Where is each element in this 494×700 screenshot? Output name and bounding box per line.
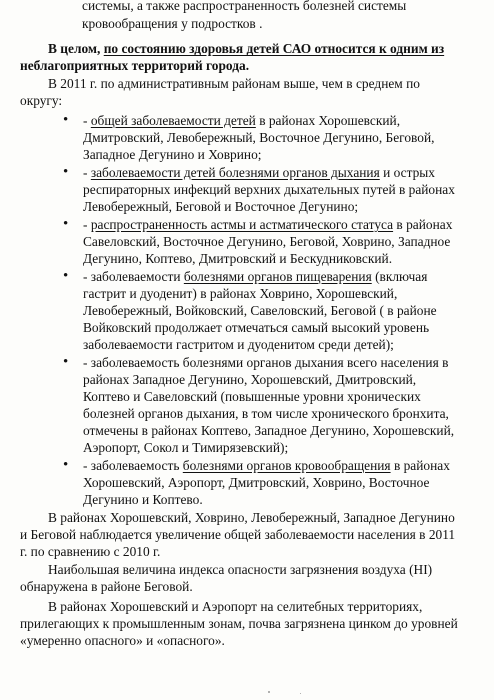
increase-line-3: г. по сравнению с 2010 г. [20, 544, 161, 559]
bullet-3-dash: - [83, 217, 91, 232]
bullet-4-line-3: Левобережный, Войковский, Савеловский, Беговой ( в районе [83, 303, 437, 318]
bullet-3-rest: в районах [393, 217, 453, 232]
bullet-1-rest: в районах Хорошевский, [255, 113, 401, 128]
increase-line-2: и Беговой наблюдается увеличение общей заболеваемости населения в 2011 [20, 527, 456, 542]
bullet-2-topic: заболеваемости детей болезнями органов дыхания [90, 165, 380, 180]
bullet-marker-4: • [63, 268, 69, 284]
bullet-marker-1: • [63, 112, 69, 128]
index-line-2: обнаружена в районе Беговой. [20, 579, 193, 594]
bullet-6-lead: - заболеваемость [83, 458, 183, 473]
bullet-4-lead: - заболеваемости [83, 269, 184, 284]
bullet-5-line-4: болезней органов дыхания, в том числе хронического бронхита, [83, 406, 449, 421]
bullet-2-dash: - [83, 165, 91, 180]
intro-prefix: В целом, [48, 41, 104, 56]
bullet-marker-2: • [63, 164, 69, 180]
bullet-2-rest: и острых [379, 165, 436, 180]
bullet-3-line-2: Савеловский, Восточное Дегунино, Беговой, Ховрино, Западное [83, 234, 451, 249]
bullet-6-line-2: Хорошевский, Аэропорт, Дмитровский, Ховрино, Восточное [83, 475, 430, 490]
bullet-2-line-3: Левобережный, Беговой и Восточное Дегунино; [83, 199, 359, 214]
bullet-5-line-1: - заболеваемость болезнями органов дыхания всего населения в [83, 355, 449, 370]
scan-speck [300, 693, 301, 694]
p2011-line-2: округу: [20, 93, 63, 108]
bullet-4-line-5: заболеваемости гастритом и дуоденитом среди детей); [83, 337, 394, 352]
bullet-1-line-1 [83, 112, 400, 129]
bullet-6-line-3: Дегунино и Коптево. [83, 492, 203, 507]
intro-line-2: неблагоприятных территорий города. [20, 58, 250, 73]
bullet-6-rest: в районах [390, 458, 450, 473]
bullet-1-line-2: Дмитровский, Левобережный, Восточное Дегунино, Беговой, [83, 130, 435, 145]
bullet-3-line-1 [83, 216, 452, 233]
bullet-4-line-1 [83, 268, 427, 285]
bullet-6-line-1 [83, 457, 450, 474]
bullet-1-topic: общей заболеваемости детей [90, 113, 256, 128]
scan-speck [268, 691, 270, 693]
p2011-line-1: В 2011 г. по административным районам выше, чем в среднем по [48, 76, 420, 91]
bullet-1-dash: - [83, 113, 91, 128]
soil-line-2: прилегающих к промышленным зонам, почва загрязнена цинком до уровней [20, 616, 458, 631]
bullet-4-line-2: гастрит и дуоденит) в районах Ховрино, Хорошевский, [83, 286, 398, 301]
bullet-2-line-2: респираторных инфекций верхних дыхательных путей в районах [83, 182, 455, 197]
bullet-5-line-5: отмечены в районах Коптево, Западное Дегунино, Хорошевский, [83, 423, 455, 438]
intro-line-1 [48, 40, 444, 57]
top-line-1: системы, а также распространенность болезней системы [82, 0, 407, 13]
top-line-2: кровообращения у подростков . [82, 16, 263, 31]
bullet-5-line-2: районах Западное Дегунино, Хорошевский, Дмитровский, [83, 372, 417, 387]
bullet-3-line-3: Дегунино, Коптево, Дмитровский и Бескудниковский. [83, 251, 393, 266]
soil-line-1: В районах Хорошевский и Аэропорт на селитебных территориях, [48, 599, 423, 614]
bullet-marker-5: • [63, 354, 69, 370]
bullet-marker-3: • [63, 216, 69, 232]
bullet-4-rest: (включая [371, 269, 428, 284]
increase-line-1: В районах Хорошевский, Ховрино, Левобережный, Западное Дегунино [48, 510, 455, 525]
bullet-1-line-3: Западное Дегунино и Ховрино; [83, 147, 262, 162]
bullet-marker-6: • [63, 457, 69, 473]
bullet-3-topic: распространенность астмы и астматического статуса [90, 217, 394, 232]
bullet-5-line-6: Аэропорт, Сокол и Тимирязевский); [83, 440, 289, 455]
bullet-2-line-1 [83, 164, 435, 181]
intro-emphasis: по состоянию здоровья детей САО относится к одним из [103, 41, 445, 56]
bullet-4-line-4: Войковский продолжает отмечаться самый высокий уровень [83, 320, 430, 335]
bullet-5-line-3: Коптево и Савеловский (повышенные уровни хронических [83, 389, 421, 404]
bullet-6-topic: болезнями органов кровообращения [182, 458, 391, 473]
bullet-4-topic: болезнями органов пищеварения [183, 269, 372, 284]
index-line-1: Наибольшая величина индекса опасности загрязнения воздуха (HI) [48, 562, 433, 577]
soil-line-3: «умеренно опасного» и «опасного». [20, 633, 225, 648]
